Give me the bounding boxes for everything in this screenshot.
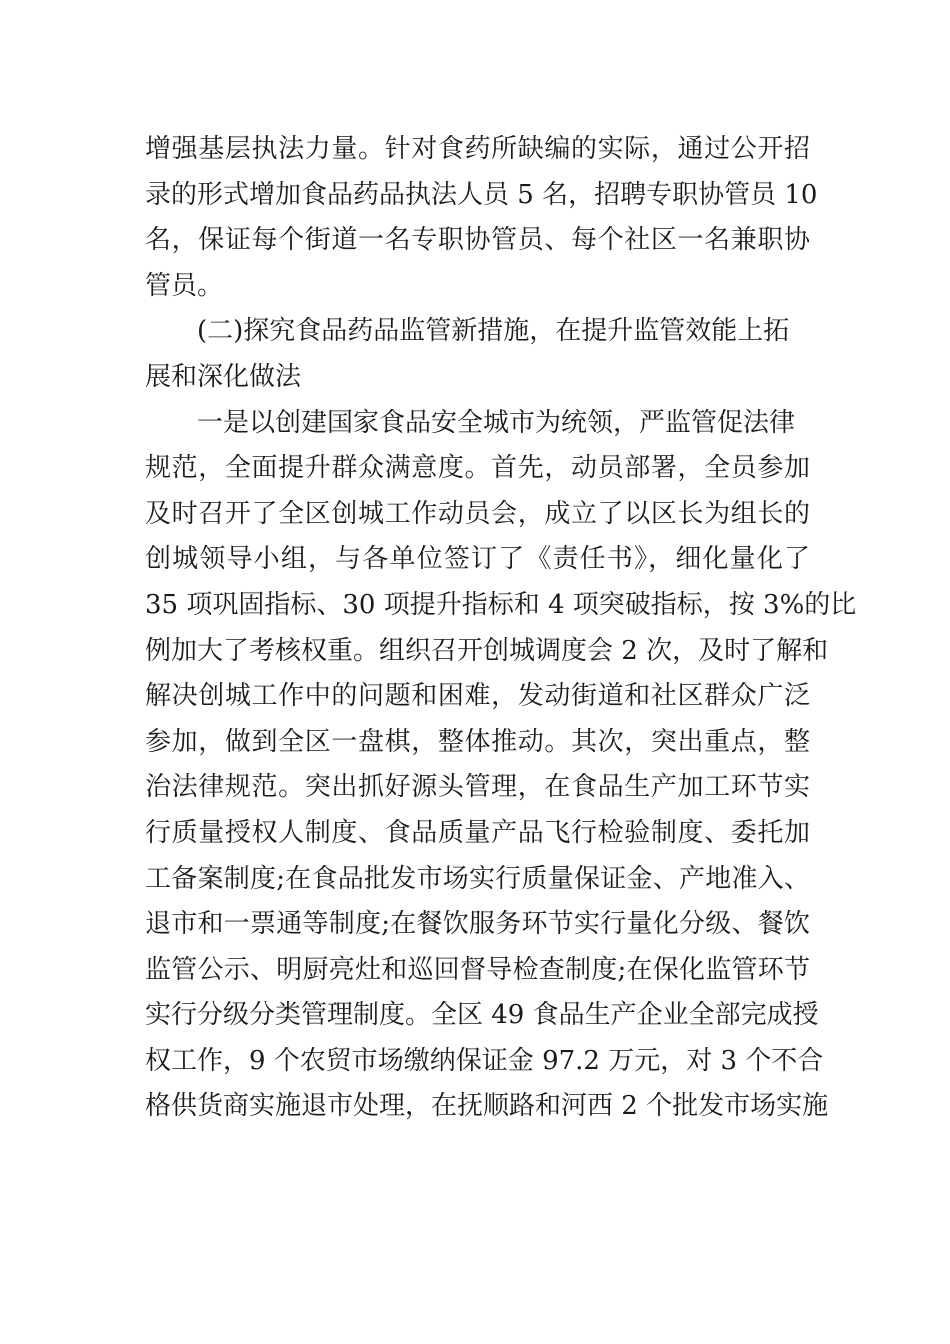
section-heading-line: 展和深化做法 [145, 361, 302, 392]
paragraph-line: 名，保证每个街道一名专职协管员、每个社区一名兼职协 [145, 225, 810, 256]
paragraph-line: 行质量授权人制度、食品质量产品飞行检验制度、委托加 [145, 817, 810, 848]
paragraph-line: 规范，全面提升群众满意度。首先，动员部署，全员参加 [145, 453, 810, 484]
document-body [145, 127, 857, 1130]
paragraph-line: 例加大了考核权重。组织召开创城调度会 2 次，及时了解和 [145, 635, 829, 666]
section-heading-line: (二)探究食品药品监管新措施，在提升监管效能上拓 [197, 316, 790, 347]
paragraph-line: 管员。 [145, 270, 224, 301]
paragraph-line: 创城领导小组，与各单位签订了《责任书》，细化量化了 [145, 544, 810, 575]
paragraph-line: 一是以创建国家食品安全城市为统领，严监管促法律 [197, 407, 796, 438]
paragraph-line: 实行分级分类管理制度。全区 49 食品生产企业全部完成授 [145, 1000, 819, 1031]
paragraph-line: 治法律规范。突出抓好源头管理，在食品生产加工环节实 [145, 772, 810, 803]
paragraph-line: 格供货商实施退市处理，在抚顺路和河西 2 个批发市场实施 [145, 1091, 829, 1122]
paragraph-line: 工备案制度;在食品批发市场实行质量保证金、产地准入、 [145, 863, 810, 894]
paragraph-line: 录的形式增加食品药品执法人员 5 名，招聘专职协管员 10 [145, 179, 818, 210]
paragraph-line: 增强基层执法力量。针对食药所缺编的实际，通过公开招 [145, 134, 810, 164]
paragraph-line: 退市和一票通等制度;在餐饮服务环节实行量化分级、餐饮 [145, 909, 810, 940]
paragraph-line: 及时召开了全区创城工作动员会，成立了以区长为组长的 [145, 498, 810, 529]
paragraph-line: 35 项巩固指标、30 项提升指标和 4 项突破指标，按 3%的比 [145, 589, 857, 620]
paragraph-line: 监管公示、明厨亮灶和巡回督导检查制度;在保化监管环节 [145, 954, 810, 985]
paragraph-line: 参加，做到全区一盘棋，整体推动。其次，突出重点，整 [145, 726, 810, 757]
paragraph-line: 解决创城工作中的问题和困难，发动街道和社区群众广泛 [145, 681, 810, 712]
paragraph-line: 权工作，9 个农贸市场缴纳保证金 97.2 万元，对 3 个不合 [145, 1045, 824, 1076]
